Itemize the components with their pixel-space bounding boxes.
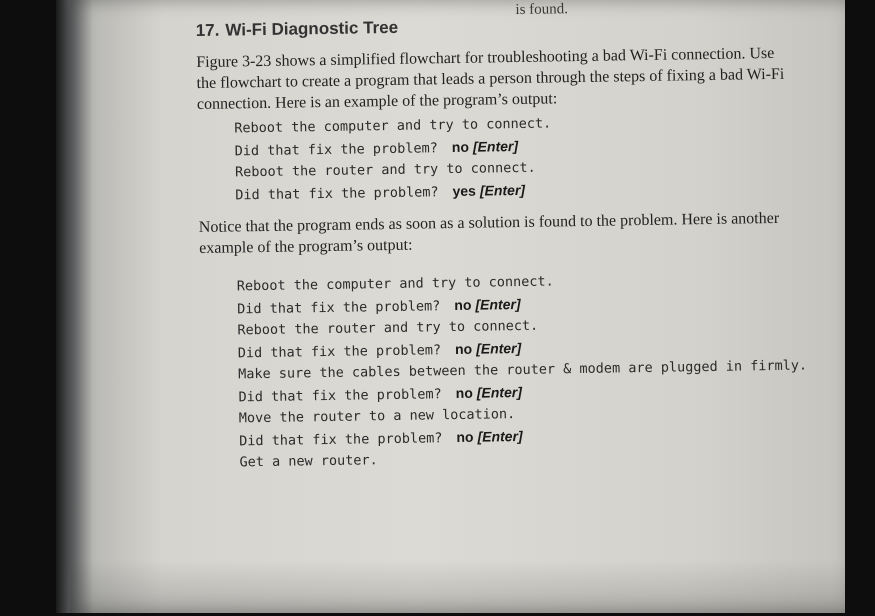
response-word: no bbox=[451, 138, 470, 156]
enter-key-label: [Enter] bbox=[477, 427, 523, 445]
output-text: Move the router to a new location. bbox=[238, 406, 516, 427]
example-output-1 bbox=[234, 112, 552, 205]
response-word: no bbox=[456, 428, 474, 445]
enter-key-label: [Enter] bbox=[476, 383, 523, 401]
exercise-heading bbox=[196, 18, 399, 41]
output-text: Make sure the cables between the router & modem are plugged in firmly. bbox=[238, 357, 808, 383]
enter-key-label: [Enter] bbox=[475, 295, 521, 313]
output-line bbox=[235, 178, 552, 205]
exercise-title: Wi-Fi Diagnostic Tree bbox=[225, 17, 399, 40]
output-text: Reboot the computer and try to connect. bbox=[236, 273, 554, 295]
output-text: Did that fix the problem? bbox=[237, 342, 442, 362]
notice-paragraph: Notice that the program ends as soon as a solution is found to the problem. Here is another example of the program’s output: bbox=[198, 209, 780, 258]
response-word: no bbox=[454, 340, 473, 357]
user-response bbox=[454, 296, 520, 313]
example-output-2 bbox=[237, 266, 809, 473]
enter-key-label: [Enter] bbox=[479, 181, 526, 199]
exercise-number: 17. bbox=[195, 20, 220, 41]
output-text: Did that fix the problem? bbox=[237, 298, 441, 318]
enter-key-label: [Enter] bbox=[472, 137, 519, 155]
user-response bbox=[452, 182, 525, 199]
user-response bbox=[456, 428, 522, 445]
response-word: no bbox=[454, 296, 472, 314]
output-text: Did that fix the problem? bbox=[239, 430, 443, 450]
response-word: no bbox=[455, 384, 473, 401]
output-text: Reboot the router and try to connect. bbox=[237, 317, 539, 339]
output-text: Reboot the router and try to connect. bbox=[234, 159, 536, 181]
output-text: Reboot the computer and try to connect. bbox=[234, 115, 552, 137]
output-text: Did that fix the problem? bbox=[234, 140, 438, 160]
page-content: is found. 17. Wi-Fi Diagnostic Tree Figure 3-23 shows a simplified flowchart for troubleshooting a bad Wi-Fi connection. Use the flowchart to create a program that leads a person through the steps of fixing a bad Wi-Fi connection. Here is an example of the program’s output: Reboot the computer and try to connect. Did that fix the problem? no [Enter] Reboot the router and try to connect. Did that fix the problem? yes [Enter] Notice that the program ends as soon as a solution is found to the problem. Here is another example of the program’s output: Reboot the computer and try to connect. Did that fix the problem? no [Enter] Reboot the router and try to connect. Did that fix the problem? no [Enter] Make sure the cables between the router & modem are plugged in firmly. Did that fix the problem? no [Enter] Move the router to a new location. Did that fix the problem? no [Enter] Get a new router. bbox=[0, 0, 875, 616]
output-text: Did that fix the problem? bbox=[235, 184, 439, 204]
user-response bbox=[452, 138, 518, 155]
intro-paragraph: Figure 3-23 shows a simplified flowchart for troubleshooting a bad Wi-Fi connection. Use the flowchart to create a program that leads a person through the steps of fixing a bad Wi-Fi connection. Here is an example of the program’s output: bbox=[196, 44, 785, 114]
user-response bbox=[456, 384, 522, 401]
output-text: Get a new router. bbox=[239, 452, 378, 471]
enter-key-label: [Enter] bbox=[475, 339, 522, 357]
user-response bbox=[455, 340, 521, 357]
response-word: yes bbox=[452, 182, 477, 200]
output-text: Did that fix the problem? bbox=[238, 386, 442, 406]
